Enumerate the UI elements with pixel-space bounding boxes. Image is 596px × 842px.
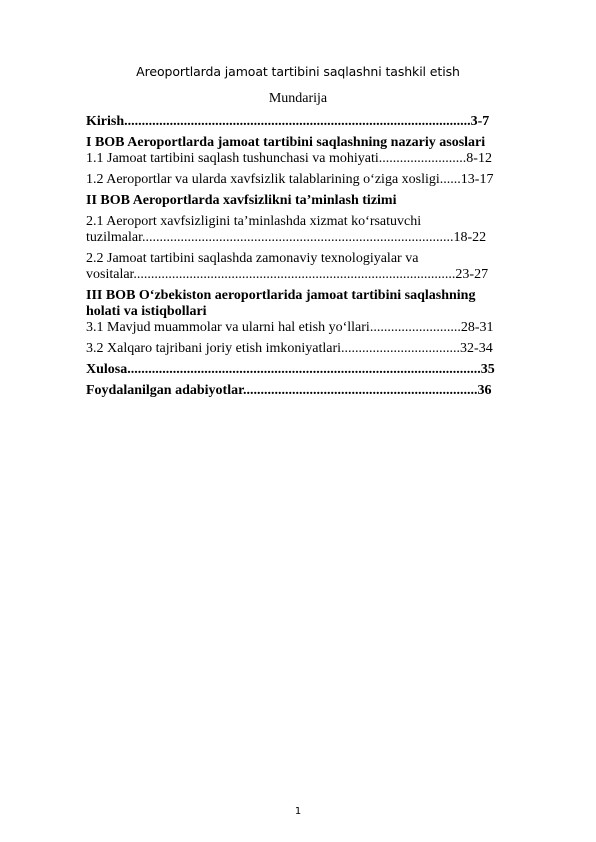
toc-entry-adabiyotlar: Foydalanilgan adabiyotlar...................................................................36 xyxy=(86,383,492,398)
toc-entry-kirish: Kirish...................................................................................................3-7 xyxy=(86,114,490,129)
toc-heading: Mundarija xyxy=(268,91,328,106)
toc-entry-chapter-3-line2: holati va istiqbollari xyxy=(86,304,207,319)
toc-entry-1-1: 1.1 Jamoat tartibini saqlash tushunchasi va mohiyati.........................8-12 xyxy=(86,151,492,166)
page-number: 1 xyxy=(294,806,302,817)
table-of-contents xyxy=(86,114,552,399)
toc-entry-1-2: 1.2 Aeroportlar va ularda xavfsizlik talablarining o‘ziga xosligi......13-17 xyxy=(86,172,494,187)
document-title: Areoportlarda jamoat tartibini saqlashni tashkil etish xyxy=(136,64,460,79)
toc-entry-2-2-line1: 2.2 Jamoat tartibini saqlashda zamonaviy texnologiyalar va xyxy=(86,251,419,266)
toc-entry-2-1-line2: tuzilmalar.........................................................................................18-22 xyxy=(86,230,487,245)
toc-entry-chapter-1: I BOB Aeroportlarda jamoat tartibini saqlashning nazariy asoslari xyxy=(86,135,486,150)
toc-entry-3-1: 3.1 Mavjud muammolar va ularni hal etish yo‘llari..........................28-31 xyxy=(86,320,494,335)
toc-entry-2-1-line1: 2.1 Aeroport xavfsizligini ta’minlashda xizmat ko‘rsatuvchi xyxy=(86,214,422,229)
toc-entry-2-2-line2: vositalar............................................................................................23-27 xyxy=(86,267,489,282)
toc-entry-chapter-2: II BOB Aeroportlarda xavfsizlikni ta’minlash tizimi xyxy=(86,193,397,208)
toc-entry-chapter-3-line1: III BOB O‘zbekiston aeroportlarida jamoat tartibini saqlashning xyxy=(86,288,476,303)
toc-entry-3-2: 3.2 Xalqaro tajribani joriy etish imkoniyatlari..................................32-34 xyxy=(86,341,493,356)
toc-entry-xulosa: Xulosa.....................................................................................................35 xyxy=(86,362,495,377)
